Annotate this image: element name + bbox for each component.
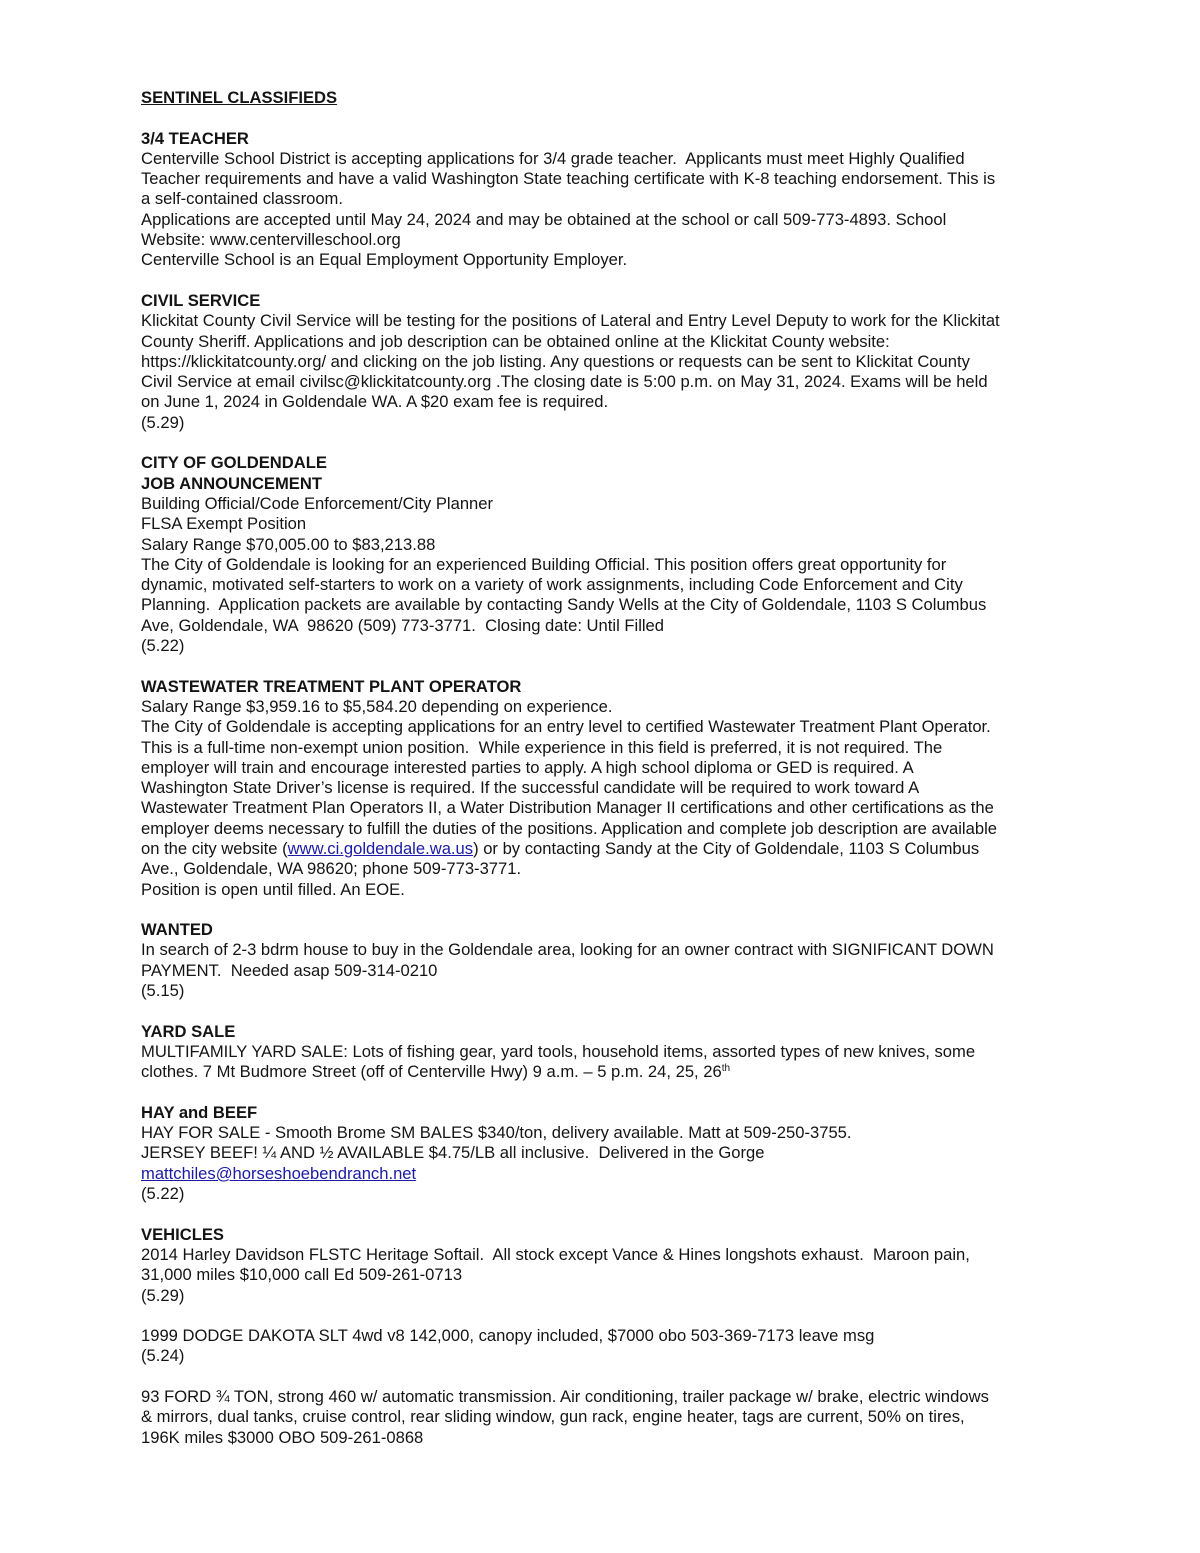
yard-sale-dates: clothes. 7 Mt Budmore Street (off of Centerville Hwy) 9 a.m. – 5 p.m. 24, 25, 26	[141, 1062, 722, 1082]
ad-line: Building Official/Code Enforcement/City Planner	[141, 493, 494, 513]
email-link[interactable]: mattchiles@horseshoebendranch.net	[141, 1163, 417, 1183]
link-suffix: ) or by contacting Sandy at the City of Goldendale, 1103 S Columbus	[473, 838, 980, 858]
ad-line: employer deems necessary to fulfill the duties of the positions. Application and complete job description are available	[141, 818, 997, 838]
goldendale-heading: CITY OF GOLDENDALE	[141, 453, 327, 473]
vehicles-heading: VEHICLES	[141, 1224, 224, 1244]
ad-line: Applications are accepted until May 24, 2024 and may be obtained at the school or call 509-773-4893. School	[141, 209, 947, 229]
ad-line: 196K miles $3000 OBO 509-261-0868	[141, 1427, 424, 1447]
ad-line: Klickitat County Civil Service will be testing for the positions of Lateral and Entry Level Deputy to work for the Klickitat	[141, 311, 1000, 331]
ad-line	[141, 1164, 1066, 1184]
ad-line	[141, 1062, 1066, 1082]
ad-reference: (5.24)	[141, 1346, 185, 1366]
ad-line: https://klickitatcounty.org/ and clicking on the job listing. Any questions or requests can be sent to Klickitat County	[141, 351, 970, 371]
ad-line: Website: www.centervilleschool.org	[141, 230, 401, 250]
ad-line: Salary Range $70,005.00 to $83,213.88	[141, 534, 436, 554]
ad-line: 1999 DODGE DAKOTA SLT 4wd v8 142,000, canopy included, $7000 obo 503-369-7173 leave msg	[141, 1326, 875, 1346]
ad-line: The City of Goldendale is looking for an experienced Building Official. This position offers great opportunity for	[141, 554, 947, 574]
ad-line: This is a full-time non-exempt union position. While experience in this field is preferred, it is not required. The	[141, 737, 943, 757]
ad-line: Position is open until filled. An EOE.	[141, 879, 405, 899]
ad-line: a self-contained classroom.	[141, 189, 343, 209]
ad-line: Planning. Application packets are available by contacting Sandy Wells at the City of Goldendale, 1103 S Columbus	[141, 595, 987, 615]
vehicles-dodge-ad	[141, 1326, 1066, 1367]
page-title: SENTINEL CLASSIFIEDS	[141, 88, 338, 107]
vehicles-ford-ad	[141, 1387, 1066, 1448]
hay-beef-ad	[141, 1103, 1066, 1204]
teacher-ad	[141, 129, 1066, 271]
classifieds-page	[141, 88, 1066, 1468]
ad-line: Centerville School District is accepting applications for 3/4 grade teacher. Applicants must meet Highly Qualified	[141, 148, 965, 168]
yard-sale-heading: YARD SALE	[141, 1021, 236, 1041]
ad-line: Washington State Driver’s license is required. If the successful candidate will be required to work toward A	[141, 778, 920, 798]
ad-reference: (5.22)	[141, 1184, 185, 1204]
ad-line: Civil Service at email civilsc@klickitatcounty.org .The closing date is 5:00 p.m. on May 31, 2024. Exams will be held	[141, 372, 988, 392]
ad-line: 93 FORD ¾ TON, strong 460 w/ automatic transmission. Air conditioning, trailer package w/ brake, electric windows	[141, 1387, 989, 1406]
ad-line-with-link	[141, 839, 1066, 859]
job-announcement-heading: JOB ANNOUNCEMENT	[141, 473, 322, 493]
ad-line: HAY FOR SALE - Smooth Brome SM BALES $340/ton, delivery available. Matt at 509-250-3755.	[141, 1123, 852, 1143]
civil-service-heading: CIVIL SERVICE	[141, 290, 261, 310]
ad-line: JERSEY BEEF! ¼ AND ½ AVAILABLE $4.75/LB all inclusive. Delivered in the Gorge	[141, 1143, 765, 1163]
city-website-link[interactable]: www.ci.goldendale.wa.us	[287, 838, 474, 858]
wastewater-heading: WASTEWATER TREATMENT PLANT OPERATOR	[141, 676, 522, 696]
ad-line: In search of 2-3 bdrm house to buy in the Goldendale area, looking for an owner contract with SIGNIFICANT DOWN	[141, 940, 994, 960]
ad-line: employer will train and encourage interested parties to apply. A high school diploma or GED is required. A	[141, 757, 914, 777]
yard-sale-ad	[141, 1022, 1066, 1083]
civil-service-ad	[141, 291, 1066, 433]
vehicles-harley-ad	[141, 1225, 1066, 1306]
ad-reference: (5.29)	[141, 1285, 185, 1305]
ad-line: 2014 Harley Davidson FLSTC Heritage Softail. All stock except Vance & Hines longshots exhaust. Maroon pain,	[141, 1244, 970, 1264]
wastewater-ad	[141, 677, 1066, 900]
link-prefix: on the city website (	[141, 838, 288, 858]
wanted-heading: WANTED	[141, 920, 213, 940]
ad-line: Salary Range $3,959.16 to $5,584.20 depending on experience.	[141, 696, 613, 716]
ad-line: FLSA Exempt Position	[141, 514, 307, 534]
ad-reference: (5.15)	[141, 981, 185, 1001]
ad-line: Wastewater Treatment Plan Operators II, a Water Distribution Manager II certifications and other certifications as the	[141, 798, 994, 818]
hay-beef-heading: HAY and BEEF	[141, 1102, 258, 1122]
ad-reference: (5.22)	[141, 636, 185, 656]
ad-line: 31,000 miles $10,000 call Ed 509-261-0713	[141, 1265, 463, 1285]
ad-line: PAYMENT. Needed asap 509-314-0210	[141, 960, 438, 980]
ad-line: on June 1, 2024 in Goldendale WA. A $20 exam fee is required.	[141, 392, 609, 412]
ad-line: County Sheriff. Applications and job description can be obtained online at the Klickitat County website:	[141, 331, 890, 351]
ad-line: The City of Goldendale is accepting applications for an entry level to certified Wastewater Treatment Plant Operator.	[141, 717, 991, 737]
ad-reference: (5.29)	[141, 412, 185, 432]
ad-line: Ave., Goldendale, WA 98620; phone 509-773-3771.	[141, 859, 522, 879]
ad-line: MULTIFAMILY YARD SALE: Lots of fishing gear, yard tools, household items, assorted types of new knives, some	[141, 1041, 976, 1061]
wanted-ad	[141, 920, 1066, 1001]
ad-line: & mirrors, dual tanks, cruise control, rear sliding window, gun rack, engine heater, tags are current, 50% on tires,	[141, 1407, 965, 1427]
ad-line: Ave, Goldendale, WA 98620 (509) 773-3771. Closing date: Until Filled	[141, 615, 665, 635]
goldendale-job-ad	[141, 453, 1066, 656]
ad-line: Centerville School is an Equal Employment Opportunity Employer.	[141, 250, 628, 270]
ad-line: Teacher requirements and have a valid Washington State teaching certificate with K-8 teaching endorsement. This is	[141, 169, 996, 189]
ordinal-suffix: th	[721, 1063, 731, 1075]
ad-line: dynamic, motivated self-starters to work on a variety of work assignments, including Code Enforcement and City	[141, 575, 963, 595]
teacher-heading: 3/4 TEACHER	[141, 128, 249, 148]
